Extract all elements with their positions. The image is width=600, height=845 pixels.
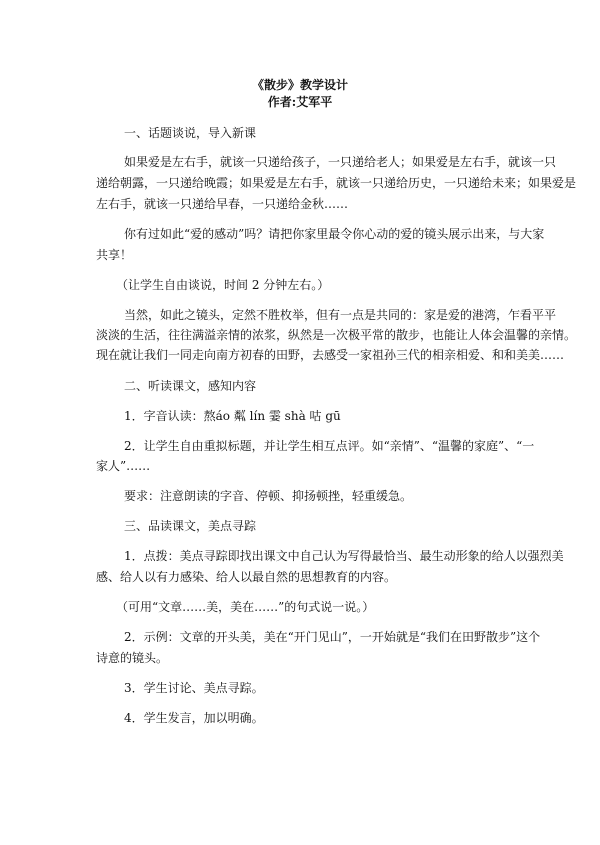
teacher-note: （让学生自由谈说，时间 2 分钟左右。） (116, 278, 330, 292)
paragraph-line: 淡淡的生活，往往满溢亲情的浓浆，纵然是一次极平常的散步，也能让人体会温馨的亲情。 (96, 328, 577, 342)
list-item-line: 家人”…… (96, 459, 151, 473)
section-heading-1: 一、话题谈说，导入新课 (124, 126, 257, 140)
paragraph-line: 递给朝露，一只递给晚霞；如果爱是左右手，就该一只递给历史，一只递给未来；如果爱是 (96, 176, 577, 190)
paragraph-line: 现在就让我们一同走向南方初春的田野，去感受一家祖孙三代的相亲相爱、和和美美…… (96, 348, 565, 362)
requirement-text: 要求：注意朗读的字音、停顿、抑扬顿挫，轻重缓急。 (124, 489, 413, 503)
list-item-line: 1．点拨：美点寻踪即找出课文中自己认为写得最恰当、最生动形象的给人以强烈美 (124, 549, 564, 563)
paragraph-line: 左右手，就该一只递给早春，一只递给金秋…… (96, 197, 349, 211)
document-title: 《散步》教学设计 (251, 78, 348, 92)
paragraph-line: 共享！ (96, 248, 133, 262)
paragraph-line: 如果爱是左右手，就该一只递给孩子，一只递给老人；如果爱是左右手，就该一只 (124, 155, 557, 169)
paragraph-line: 当然，如此之镜头，定然不胜枚举，但有一点是共同的：家是爱的港湾，乍看平平 (124, 308, 557, 322)
list-item-line: 2．让学生自由重拟标题，并让学生相互点评。如“亲情”、“温馨的家庭”、“一 (124, 439, 535, 453)
list-item-line: 2．示例：文章的开头美，美在“开门见山”，一开始就是“我们在田野散步”这个 (124, 630, 541, 644)
list-item: 3．学生讨论、美点寻踪。 (124, 681, 264, 695)
list-item: 1．字音认读：熬áo 粼 lín 霎 shà 咕 gū (124, 409, 341, 423)
teacher-note: （可用“文章……美，美在……”的句式说一说。） (116, 600, 375, 614)
list-item-line: 感、给人以有力感染、给人以最自然的思想教育的内容。 (96, 570, 397, 584)
list-item: 4．学生发言，加以明确。 (124, 711, 264, 725)
paragraph-line: 你有过如此“爱的感动”吗？请把你家里最令你心动的爱的镜头展示出来，与大家 (124, 227, 545, 241)
section-heading-2: 二、听读课文，感知内容 (124, 379, 257, 393)
document-author: 作者:艾军平 (267, 95, 333, 109)
list-item-line: 诗意的镜头。 (96, 651, 169, 665)
section-heading-3: 三、品读课文，美点寻踪 (124, 519, 257, 533)
